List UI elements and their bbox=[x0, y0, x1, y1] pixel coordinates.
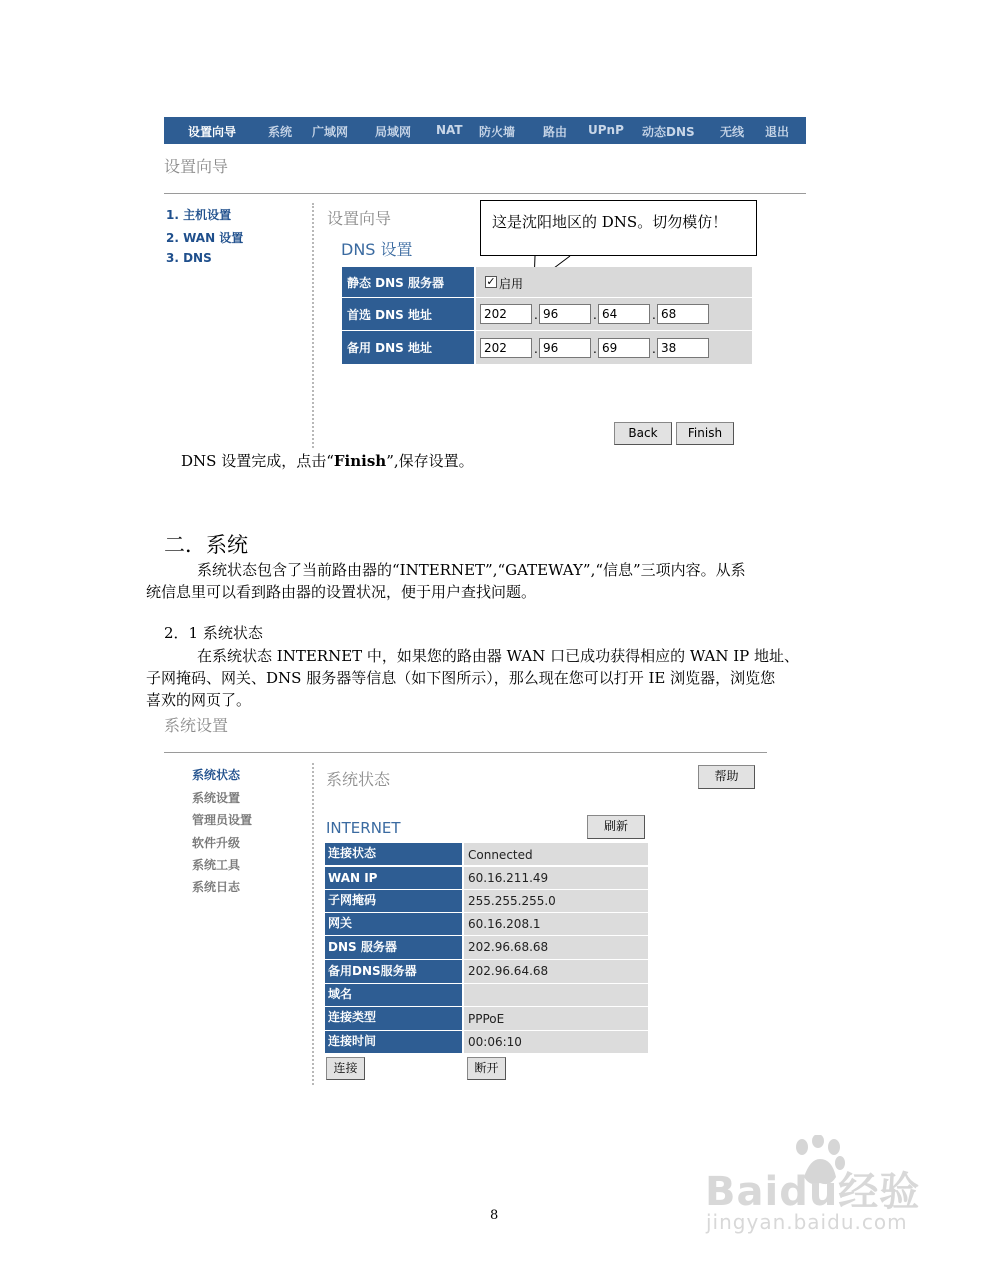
table-row-label: 备用DNS服务器 bbox=[325, 960, 462, 983]
table-row-label: 网关 bbox=[325, 913, 462, 935]
table-row-value: Connected bbox=[464, 843, 648, 865]
finish-button[interactable]: Finish bbox=[676, 422, 734, 445]
panel-title: 设置向导 bbox=[327, 209, 392, 228]
internet-section-title: INTERNET bbox=[326, 819, 401, 837]
nav-item-logout[interactable]: 退出 bbox=[765, 125, 790, 139]
system-intro-line-2: 统信息里可以看到路由器的设置状况，便于用户查找问题。 bbox=[146, 583, 537, 601]
nav-item-upnp[interactable]: UPnP bbox=[588, 123, 624, 137]
sidebar-item-system-status[interactable]: 系统状态 bbox=[192, 768, 241, 782]
nav-item-wireless[interactable]: 无线 bbox=[720, 125, 745, 139]
table-row-value: 60.16.211.49 bbox=[464, 867, 648, 889]
nav-item-wan[interactable]: 广域网 bbox=[312, 125, 349, 139]
subheading-system-status: 2．1 系统状态 bbox=[164, 624, 263, 642]
status-intro-line-3: 喜欢的网页了。 bbox=[146, 691, 252, 709]
system-section-title: 系统设置 bbox=[164, 716, 229, 735]
primary-dns-octet-2[interactable]: 96 bbox=[539, 304, 591, 324]
table-row-label: 子网掩码 bbox=[325, 890, 462, 912]
disconnect-button[interactable]: 断开 bbox=[467, 1057, 506, 1080]
static-dns-label: 静态 DNS 服务器 bbox=[342, 267, 474, 297]
static-dns-checkbox[interactable]: ✓ bbox=[486, 275, 496, 288]
table-row-value: 255.255.255.0 bbox=[464, 890, 648, 912]
page-number: 8 bbox=[490, 1208, 499, 1223]
table-row-value: PPPoE bbox=[464, 1007, 648, 1030]
wizard-step-wan[interactable]: 2. WAN 设置 bbox=[166, 231, 244, 245]
connect-button[interactable]: 连接 bbox=[326, 1057, 365, 1080]
secondary-dns-octet-2[interactable]: 96 bbox=[539, 338, 591, 358]
table-row-label: 连接时间 bbox=[325, 1031, 462, 1053]
table-row-value: 00:06:10 bbox=[464, 1031, 648, 1053]
sidebar-divider bbox=[312, 203, 314, 448]
nav-item-ddns[interactable]: 动态DNS bbox=[642, 125, 695, 139]
table-row-value: 60.16.208.1 bbox=[464, 913, 648, 935]
primary-dns-octet-4[interactable]: 68 bbox=[657, 304, 709, 324]
sidebar-item-firmware-upgrade[interactable]: 软件升级 bbox=[192, 836, 241, 850]
annotation-callout: 这是沈阳地区的 DNS。切勿模仿！ bbox=[480, 200, 757, 256]
divider bbox=[164, 193, 806, 194]
wizard-step-host[interactable]: 1. 主机设置 bbox=[166, 208, 232, 222]
nav-item-firewall[interactable]: 防火墙 bbox=[479, 125, 516, 139]
watermark-logo-text: Baidu经验 bbox=[705, 1169, 921, 1215]
secondary-dns-octet-1[interactable]: 202 bbox=[480, 338, 532, 358]
table-row-value bbox=[464, 984, 648, 1006]
secondary-dns-label: 备用 DNS 地址 bbox=[342, 331, 474, 364]
primary-dns-octet-3[interactable]: 64 bbox=[598, 304, 650, 324]
nav-item-routing[interactable]: 路由 bbox=[543, 125, 568, 139]
sidebar-divider bbox=[312, 763, 314, 1085]
table-row-label: DNS 服务器 bbox=[325, 936, 462, 959]
top-nav-bar bbox=[164, 117, 806, 144]
nav-item-lan[interactable]: 局域网 bbox=[375, 125, 412, 139]
table-row-value: 202.96.68.68 bbox=[464, 936, 648, 959]
nav-item-nat[interactable]: NAT bbox=[436, 123, 463, 137]
back-button[interactable]: Back bbox=[614, 422, 672, 445]
static-dns-enable-label: 启用 bbox=[499, 277, 524, 291]
sidebar-item-admin-settings[interactable]: 管理员设置 bbox=[192, 813, 253, 827]
heading-system: 二．系统 bbox=[164, 533, 248, 557]
secondary-dns-octet-4[interactable]: 38 bbox=[657, 338, 709, 358]
primary-dns-octet-1[interactable]: 202 bbox=[480, 304, 532, 324]
sidebar-item-system-settings[interactable]: 系统设置 bbox=[192, 791, 241, 805]
status-intro-line-1: 在系统状态 INTERNET 中，如果您的路由器 WAN 口已成功获得相应的 WAN IP 地址、 bbox=[197, 647, 800, 665]
primary-dns-label: 首选 DNS 地址 bbox=[342, 298, 474, 330]
watermark-url: jingyan.baidu.com bbox=[706, 1210, 908, 1234]
sidebar-item-system-log[interactable]: 系统日志 bbox=[192, 880, 241, 894]
panel-title: 系统状态 bbox=[326, 770, 391, 789]
sidebar-item-system-tools[interactable]: 系统工具 bbox=[192, 858, 241, 872]
wizard-section-title: 设置向导 bbox=[164, 157, 229, 176]
table-row-label: 连接状态 bbox=[325, 843, 462, 865]
table-row-label: 连接类型 bbox=[325, 1007, 462, 1030]
panel-subtitle: DNS 设置 bbox=[341, 240, 413, 259]
dns-done-paragraph: DNS 设置完成，点击“Finish”,保存设置。 bbox=[181, 452, 474, 470]
help-button[interactable]: 帮助 bbox=[698, 765, 755, 789]
nav-item-setup-wizard[interactable]: 设置向导 bbox=[188, 125, 237, 139]
system-intro-line-1: 系统状态包含了当前路由器的“INTERNET”,“GATEWAY”,“信息”三项内容。从系 bbox=[197, 561, 746, 579]
table-row-label: 域名 bbox=[325, 984, 462, 1006]
refresh-button[interactable]: 刷新 bbox=[587, 815, 645, 839]
nav-item-system[interactable]: 系统 bbox=[268, 125, 293, 139]
table-row-value: 202.96.64.68 bbox=[464, 960, 648, 983]
secondary-dns-octet-3[interactable]: 69 bbox=[598, 338, 650, 358]
wizard-step-dns[interactable]: 3. DNS bbox=[166, 251, 212, 265]
table-row-label: WAN IP bbox=[325, 867, 462, 889]
divider bbox=[164, 752, 767, 753]
status-intro-line-2: 子网掩码、网关、DNS 服务器等信息（如下图所示），那么现在您可以打开 IE 浏览器，浏览您 bbox=[146, 669, 776, 687]
